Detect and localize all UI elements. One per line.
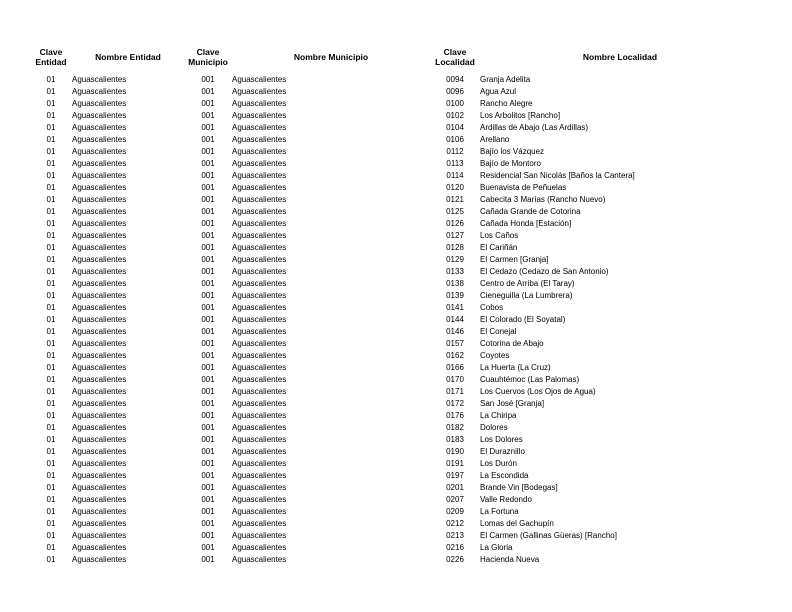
cell-nombre-municipio: Aguascalientes — [232, 363, 287, 372]
table-row — [30, 518, 760, 530]
cell-clave-localidad: 0126 — [446, 219, 464, 228]
cell-clave-localidad: 0166 — [446, 363, 464, 372]
cell-clave-municipio: 001 — [201, 291, 215, 300]
table-row — [30, 206, 760, 218]
cell-nombre-municipio: Aguascalientes — [232, 135, 287, 144]
cell-nombre-localidad: Agua Azul — [480, 87, 517, 96]
cell-clave-entidad: 01 — [46, 423, 56, 432]
cell-nombre-entidad: Aguascalientes — [72, 399, 127, 408]
table-row — [30, 266, 760, 278]
cell-nombre-municipio: Aguascalientes — [232, 495, 287, 504]
cell-nombre-localidad: El Cedazo (Cedazo de San Antonio) — [480, 267, 609, 276]
cell-nombre-localidad: Brande Vin [Bodegas] — [480, 483, 558, 492]
cell-nombre-localidad: Bajío los Vázquez — [480, 147, 545, 156]
table-row — [30, 374, 760, 386]
table-row — [30, 542, 760, 554]
cell-nombre-localidad: Los Dolores — [480, 435, 523, 444]
cell-clave-entidad: 01 — [46, 435, 56, 444]
cell-clave-entidad: 01 — [46, 447, 56, 456]
header-clave-localidad: Clave Localidad — [435, 47, 475, 67]
cell-nombre-municipio: Aguascalientes — [232, 207, 287, 216]
cell-clave-localidad: 0209 — [446, 507, 464, 516]
cell-nombre-municipio: Aguascalientes — [232, 471, 287, 480]
cell-nombre-municipio: Aguascalientes — [232, 123, 287, 132]
cell-clave-municipio: 001 — [201, 447, 215, 456]
cell-nombre-municipio: Aguascalientes — [232, 507, 287, 516]
cell-nombre-localidad: La Huerta (La Cruz) — [480, 363, 551, 372]
cell-clave-localidad: 0162 — [446, 351, 464, 360]
cell-clave-entidad: 01 — [46, 471, 56, 480]
cell-nombre-entidad: Aguascalientes — [72, 171, 127, 180]
cell-nombre-municipio: Aguascalientes — [232, 315, 287, 324]
cell-clave-municipio: 001 — [201, 147, 215, 156]
cell-clave-entidad: 01 — [46, 123, 56, 132]
cell-clave-municipio: 001 — [201, 135, 215, 144]
cell-nombre-municipio: Aguascalientes — [232, 531, 287, 540]
cell-nombre-municipio: Aguascalientes — [232, 255, 287, 264]
cell-nombre-localidad: La Gloria — [480, 543, 513, 552]
table-row — [30, 506, 760, 518]
cell-clave-entidad: 01 — [46, 111, 56, 120]
cell-nombre-municipio: Aguascalientes — [232, 411, 287, 420]
cell-nombre-localidad: Dolores — [480, 423, 508, 432]
cell-nombre-localidad: Los Cuervos (Los Ojos de Agua) — [480, 387, 596, 396]
header-nombre-entidad: Nombre Entidad — [95, 52, 161, 62]
cell-nombre-entidad: Aguascalientes — [72, 411, 127, 420]
cell-nombre-entidad: Aguascalientes — [72, 231, 127, 240]
cell-clave-localidad: 0106 — [446, 135, 464, 144]
header-nombre-localidad: Nombre Localidad — [582, 52, 658, 62]
cell-nombre-entidad: Aguascalientes — [72, 111, 127, 120]
cell-nombre-municipio: Aguascalientes — [232, 327, 287, 336]
cell-clave-entidad: 01 — [46, 171, 56, 180]
cell-nombre-municipio: Aguascalientes — [232, 183, 287, 192]
table-row — [30, 194, 760, 206]
cell-clave-entidad: 01 — [46, 183, 56, 192]
cell-nombre-entidad: Aguascalientes — [72, 183, 127, 192]
table-row — [30, 278, 760, 290]
cell-clave-municipio: 001 — [201, 195, 215, 204]
table-row — [30, 314, 760, 326]
cell-nombre-municipio: Aguascalientes — [232, 231, 287, 240]
cell-clave-municipio: 001 — [201, 363, 215, 372]
cell-nombre-municipio: Aguascalientes — [232, 303, 287, 312]
cell-clave-municipio: 001 — [201, 435, 215, 444]
cell-clave-localidad: 0190 — [446, 447, 464, 456]
cell-clave-localidad: 0207 — [446, 495, 464, 504]
cell-clave-entidad: 01 — [46, 411, 56, 420]
cell-nombre-entidad: Aguascalientes — [72, 495, 127, 504]
cell-nombre-municipio: Aguascalientes — [232, 75, 287, 84]
cell-nombre-municipio: Aguascalientes — [232, 399, 287, 408]
cell-nombre-entidad: Aguascalientes — [72, 219, 127, 228]
cell-nombre-entidad: Aguascalientes — [72, 87, 127, 96]
cell-clave-entidad: 01 — [46, 159, 56, 168]
cell-clave-municipio: 001 — [201, 387, 215, 396]
cell-clave-localidad: 0128 — [446, 243, 464, 252]
cell-clave-localidad: 0102 — [446, 111, 464, 120]
cell-clave-municipio: 001 — [201, 339, 215, 348]
cell-clave-localidad: 0146 — [446, 327, 464, 336]
cell-nombre-entidad: Aguascalientes — [72, 519, 127, 528]
cell-nombre-localidad: Cañada Grande de Cotorina — [480, 207, 581, 216]
cell-clave-entidad: 01 — [46, 231, 56, 240]
cell-clave-municipio: 001 — [201, 111, 215, 120]
cell-nombre-municipio: Aguascalientes — [232, 279, 287, 288]
table-row — [30, 302, 760, 314]
cell-nombre-municipio: Aguascalientes — [232, 483, 287, 492]
table-row — [30, 98, 760, 110]
cell-nombre-municipio: Aguascalientes — [232, 387, 287, 396]
cell-clave-entidad: 01 — [46, 339, 56, 348]
table-row — [30, 410, 760, 422]
cell-clave-municipio: 001 — [201, 327, 215, 336]
table-row — [30, 494, 760, 506]
table-row — [30, 338, 760, 350]
cell-clave-localidad: 0191 — [446, 459, 464, 468]
cell-nombre-municipio: Aguascalientes — [232, 159, 287, 168]
cell-nombre-localidad: Cieneguilla (La Lumbrera) — [480, 291, 573, 300]
cell-clave-localidad: 0172 — [446, 399, 464, 408]
cell-nombre-entidad: Aguascalientes — [72, 375, 127, 384]
cell-nombre-localidad: Cabecita 3 Marías (Rancho Nuevo) — [480, 195, 606, 204]
cell-nombre-entidad: Aguascalientes — [72, 267, 127, 276]
cell-clave-entidad: 01 — [46, 459, 56, 468]
cell-nombre-localidad: Lomas del Gachupín — [480, 519, 554, 528]
cell-clave-localidad: 0201 — [446, 483, 464, 492]
cell-nombre-localidad: Ardillas de Abajo (Las Ardillas) — [480, 123, 589, 132]
table-row — [30, 446, 760, 458]
cell-clave-municipio: 001 — [201, 495, 215, 504]
cell-clave-entidad: 01 — [46, 87, 56, 96]
table-row — [30, 218, 760, 230]
cell-clave-municipio: 001 — [201, 75, 215, 84]
cell-nombre-municipio: Aguascalientes — [232, 147, 287, 156]
cell-nombre-municipio: Aguascalientes — [232, 435, 287, 444]
cell-nombre-localidad: El Cariñán — [480, 243, 518, 252]
cell-clave-municipio: 001 — [201, 483, 215, 492]
cell-clave-localidad: 0157 — [446, 339, 464, 348]
cell-clave-entidad: 01 — [46, 327, 56, 336]
cell-nombre-entidad: Aguascalientes — [72, 459, 127, 468]
cell-clave-municipio: 001 — [201, 459, 215, 468]
table-row — [30, 86, 760, 98]
cell-nombre-localidad: Buenavista de Peñuelas — [480, 183, 567, 192]
cell-nombre-entidad: Aguascalientes — [72, 243, 127, 252]
cell-nombre-entidad: Aguascalientes — [72, 435, 127, 444]
cell-nombre-localidad: El Carmen [Granja] — [480, 255, 549, 264]
cell-clave-localidad: 0129 — [446, 255, 464, 264]
cell-clave-entidad: 01 — [46, 531, 56, 540]
cell-nombre-localidad: Bajío de Montoro — [480, 159, 541, 168]
cell-clave-municipio: 001 — [201, 507, 215, 516]
table-row — [30, 182, 760, 194]
header-nombre-municipio: Nombre Municipio — [293, 52, 369, 62]
table-row — [30, 242, 760, 254]
cell-clave-localidad: 0212 — [446, 519, 464, 528]
cell-clave-municipio: 001 — [201, 231, 215, 240]
cell-nombre-localidad: La Fortuna — [480, 507, 519, 516]
cell-clave-municipio: 001 — [201, 543, 215, 552]
cell-nombre-municipio: Aguascalientes — [232, 87, 287, 96]
table-row — [30, 458, 760, 470]
cell-clave-entidad: 01 — [46, 519, 56, 528]
cell-nombre-municipio: Aguascalientes — [232, 243, 287, 252]
cell-nombre-entidad: Aguascalientes — [72, 315, 127, 324]
cell-nombre-localidad: Rancho Alegre — [480, 99, 533, 108]
cell-clave-entidad: 01 — [46, 399, 56, 408]
cell-clave-localidad: 0170 — [446, 375, 464, 384]
cell-nombre-entidad: Aguascalientes — [72, 363, 127, 372]
cell-nombre-municipio: Aguascalientes — [232, 99, 287, 108]
header-clave-municipio: Clave Municipio — [188, 47, 228, 67]
table-row — [30, 158, 760, 170]
cell-nombre-municipio: Aguascalientes — [232, 339, 287, 348]
cell-nombre-municipio: Aguascalientes — [232, 291, 287, 300]
table-row — [30, 170, 760, 182]
cell-clave-municipio: 001 — [201, 351, 215, 360]
cell-clave-localidad: 0176 — [446, 411, 464, 420]
cell-nombre-localidad: Hacienda Nueva — [480, 555, 540, 564]
cell-clave-localidad: 0216 — [446, 543, 464, 552]
table-row — [30, 122, 760, 134]
cell-nombre-entidad: Aguascalientes — [72, 159, 127, 168]
cell-clave-entidad: 01 — [46, 135, 56, 144]
cell-clave-municipio: 001 — [201, 219, 215, 228]
cell-clave-municipio: 001 — [201, 315, 215, 324]
cell-nombre-localidad: Cotorina de Abajo — [480, 339, 544, 348]
cell-nombre-municipio: Aguascalientes — [232, 423, 287, 432]
cell-nombre-entidad: Aguascalientes — [72, 207, 127, 216]
cell-clave-municipio: 001 — [201, 471, 215, 480]
cell-clave-municipio: 001 — [201, 555, 215, 564]
cell-clave-municipio: 001 — [201, 123, 215, 132]
cell-nombre-municipio: Aguascalientes — [232, 111, 287, 120]
cell-clave-entidad: 01 — [46, 303, 56, 312]
cell-clave-entidad: 01 — [46, 147, 56, 156]
cell-clave-entidad: 01 — [46, 543, 56, 552]
cell-clave-municipio: 001 — [201, 399, 215, 408]
cell-clave-localidad: 0144 — [446, 315, 464, 324]
cell-nombre-entidad: Aguascalientes — [72, 483, 127, 492]
cell-nombre-municipio: Aguascalientes — [232, 195, 287, 204]
cell-clave-localidad: 0120 — [446, 183, 464, 192]
cell-clave-municipio: 001 — [201, 267, 215, 276]
cell-clave-entidad: 01 — [46, 507, 56, 516]
cell-nombre-entidad: Aguascalientes — [72, 543, 127, 552]
cell-nombre-municipio: Aguascalientes — [232, 543, 287, 552]
cell-clave-entidad: 01 — [46, 483, 56, 492]
cell-nombre-entidad: Aguascalientes — [72, 135, 127, 144]
cell-nombre-localidad: Cuauhtémoc (Las Palomas) — [480, 375, 580, 384]
cell-clave-entidad: 01 — [46, 219, 56, 228]
cell-nombre-entidad: Aguascalientes — [72, 555, 127, 564]
cell-clave-entidad: 01 — [46, 291, 56, 300]
cell-clave-localidad: 0226 — [446, 555, 464, 564]
cell-nombre-localidad: Valle Redondo — [480, 495, 532, 504]
cell-clave-localidad: 0139 — [446, 291, 464, 300]
cell-clave-municipio: 001 — [201, 183, 215, 192]
table-row — [30, 74, 760, 86]
cell-nombre-localidad: La Escondida — [480, 471, 529, 480]
cell-clave-municipio: 001 — [201, 87, 215, 96]
cell-clave-municipio: 001 — [201, 99, 215, 108]
cell-clave-entidad: 01 — [46, 195, 56, 204]
cell-nombre-entidad: Aguascalientes — [72, 75, 127, 84]
table-row — [30, 290, 760, 302]
cell-clave-municipio: 001 — [201, 519, 215, 528]
cell-nombre-localidad: San José [Granja] — [480, 399, 545, 408]
cell-clave-municipio: 001 — [201, 531, 215, 540]
cell-nombre-localidad: Los Caños — [480, 231, 519, 240]
table-row — [30, 146, 760, 158]
cell-clave-entidad: 01 — [46, 75, 56, 84]
cell-clave-localidad: 0213 — [446, 531, 464, 540]
cell-nombre-localidad: Cobos — [480, 303, 504, 312]
cell-clave-entidad: 01 — [46, 363, 56, 372]
cell-nombre-localidad: Cañada Honda [Estación] — [480, 219, 572, 228]
cell-clave-localidad: 0183 — [446, 435, 464, 444]
cell-nombre-entidad: Aguascalientes — [72, 339, 127, 348]
table-row — [30, 470, 760, 482]
table-body — [30, 74, 760, 566]
cell-clave-municipio: 001 — [201, 279, 215, 288]
cell-nombre-localidad: Granja Adelita — [480, 75, 531, 84]
cell-clave-entidad: 01 — [46, 315, 56, 324]
cell-clave-entidad: 01 — [46, 555, 56, 564]
cell-clave-localidad: 0133 — [446, 267, 464, 276]
cell-nombre-entidad: Aguascalientes — [72, 123, 127, 132]
table-row — [30, 434, 760, 446]
table-row — [30, 422, 760, 434]
cell-clave-entidad: 01 — [46, 279, 56, 288]
table-row — [30, 350, 760, 362]
cell-clave-entidad: 01 — [46, 99, 56, 108]
cell-clave-entidad: 01 — [46, 243, 56, 252]
header-clave-entidad: Clave Entidad — [35, 47, 67, 67]
cell-clave-municipio: 001 — [201, 423, 215, 432]
cell-nombre-entidad: Aguascalientes — [72, 195, 127, 204]
table-row — [30, 530, 760, 542]
cell-clave-localidad: 0125 — [446, 207, 464, 216]
table-row — [30, 398, 760, 410]
cell-clave-localidad: 0096 — [446, 87, 464, 96]
cell-nombre-localidad: El Colorado (El Soyatal) — [480, 315, 566, 324]
cell-nombre-localidad: Los Arbolitos [Rancho] — [480, 111, 561, 120]
cell-nombre-localidad: Los Durón — [480, 459, 517, 468]
cell-clave-localidad: 0121 — [446, 195, 464, 204]
cell-clave-localidad: 0094 — [446, 75, 464, 84]
table-row — [30, 326, 760, 338]
cell-nombre-entidad: Aguascalientes — [72, 291, 127, 300]
table-row — [30, 386, 760, 398]
cell-clave-entidad: 01 — [46, 495, 56, 504]
cell-clave-entidad: 01 — [46, 375, 56, 384]
cell-nombre-entidad: Aguascalientes — [72, 99, 127, 108]
cell-clave-localidad: 0100 — [446, 99, 464, 108]
cell-nombre-localidad: La Chiripa — [480, 411, 517, 420]
cell-nombre-entidad: Aguascalientes — [72, 531, 127, 540]
cell-nombre-entidad: Aguascalientes — [72, 507, 127, 516]
cell-nombre-entidad: Aguascalientes — [72, 447, 127, 456]
cell-nombre-municipio: Aguascalientes — [232, 219, 287, 228]
cell-clave-localidad: 0171 — [446, 387, 464, 396]
cell-nombre-localidad: El Conejal — [480, 327, 517, 336]
cell-clave-entidad: 01 — [46, 207, 56, 216]
table-row — [30, 134, 760, 146]
cell-clave-municipio: 001 — [201, 243, 215, 252]
cell-nombre-municipio: Aguascalientes — [232, 555, 287, 564]
cell-nombre-entidad: Aguascalientes — [72, 255, 127, 264]
cell-nombre-localidad: El Duraznillo — [480, 447, 525, 456]
cell-nombre-municipio: Aguascalientes — [232, 351, 287, 360]
cell-nombre-localidad: Arellano — [480, 135, 510, 144]
cell-clave-entidad: 01 — [46, 387, 56, 396]
cell-clave-municipio: 001 — [201, 171, 215, 180]
cell-nombre-localidad: Coyotes — [480, 351, 510, 360]
cell-clave-municipio: 001 — [201, 375, 215, 384]
cell-clave-localidad: 0141 — [446, 303, 464, 312]
cell-nombre-municipio: Aguascalientes — [232, 519, 287, 528]
cell-nombre-municipio: Aguascalientes — [232, 375, 287, 384]
cell-nombre-municipio: Aguascalientes — [232, 171, 287, 180]
cell-nombre-municipio: Aguascalientes — [232, 447, 287, 456]
cell-nombre-entidad: Aguascalientes — [72, 147, 127, 156]
table-row — [30, 254, 760, 266]
table-row — [30, 554, 760, 566]
cell-nombre-municipio: Aguascalientes — [232, 459, 287, 468]
table-row — [30, 230, 760, 242]
locality-table — [30, 40, 760, 566]
cell-clave-localidad: 0138 — [446, 279, 464, 288]
cell-nombre-entidad: Aguascalientes — [72, 327, 127, 336]
cell-nombre-localidad: El Carmen (Gallinas Güeras) [Rancho] — [480, 531, 617, 540]
cell-clave-entidad: 01 — [46, 351, 56, 360]
cell-nombre-entidad: Aguascalientes — [72, 351, 127, 360]
table-row — [30, 362, 760, 374]
cell-nombre-entidad: Aguascalientes — [72, 423, 127, 432]
cell-clave-localidad: 0113 — [446, 159, 464, 168]
cell-clave-entidad: 01 — [46, 267, 56, 276]
table-header-row — [30, 40, 760, 74]
cell-nombre-localidad: Centro de Arriba (El Taray) — [480, 279, 575, 288]
cell-clave-entidad: 01 — [46, 255, 56, 264]
cell-nombre-municipio: Aguascalientes — [232, 267, 287, 276]
cell-clave-localidad: 0182 — [446, 423, 464, 432]
cell-clave-localidad: 0104 — [446, 123, 464, 132]
cell-clave-localidad: 0127 — [446, 231, 464, 240]
cell-nombre-localidad: Residencial San Nicolás [Baños la Cantera] — [480, 171, 635, 180]
cell-clave-municipio: 001 — [201, 207, 215, 216]
cell-nombre-entidad: Aguascalientes — [72, 471, 127, 480]
cell-clave-municipio: 001 — [201, 411, 215, 420]
cell-nombre-entidad: Aguascalientes — [72, 279, 127, 288]
cell-clave-municipio: 001 — [201, 159, 215, 168]
cell-clave-municipio: 001 — [201, 303, 215, 312]
cell-nombre-entidad: Aguascalientes — [72, 303, 127, 312]
cell-clave-localidad: 0197 — [446, 471, 464, 480]
table-row — [30, 110, 760, 122]
cell-clave-localidad: 0114 — [446, 171, 464, 180]
table-row — [30, 482, 760, 494]
cell-clave-municipio: 001 — [201, 255, 215, 264]
cell-nombre-entidad: Aguascalientes — [72, 387, 127, 396]
cell-clave-localidad: 0112 — [446, 147, 464, 156]
